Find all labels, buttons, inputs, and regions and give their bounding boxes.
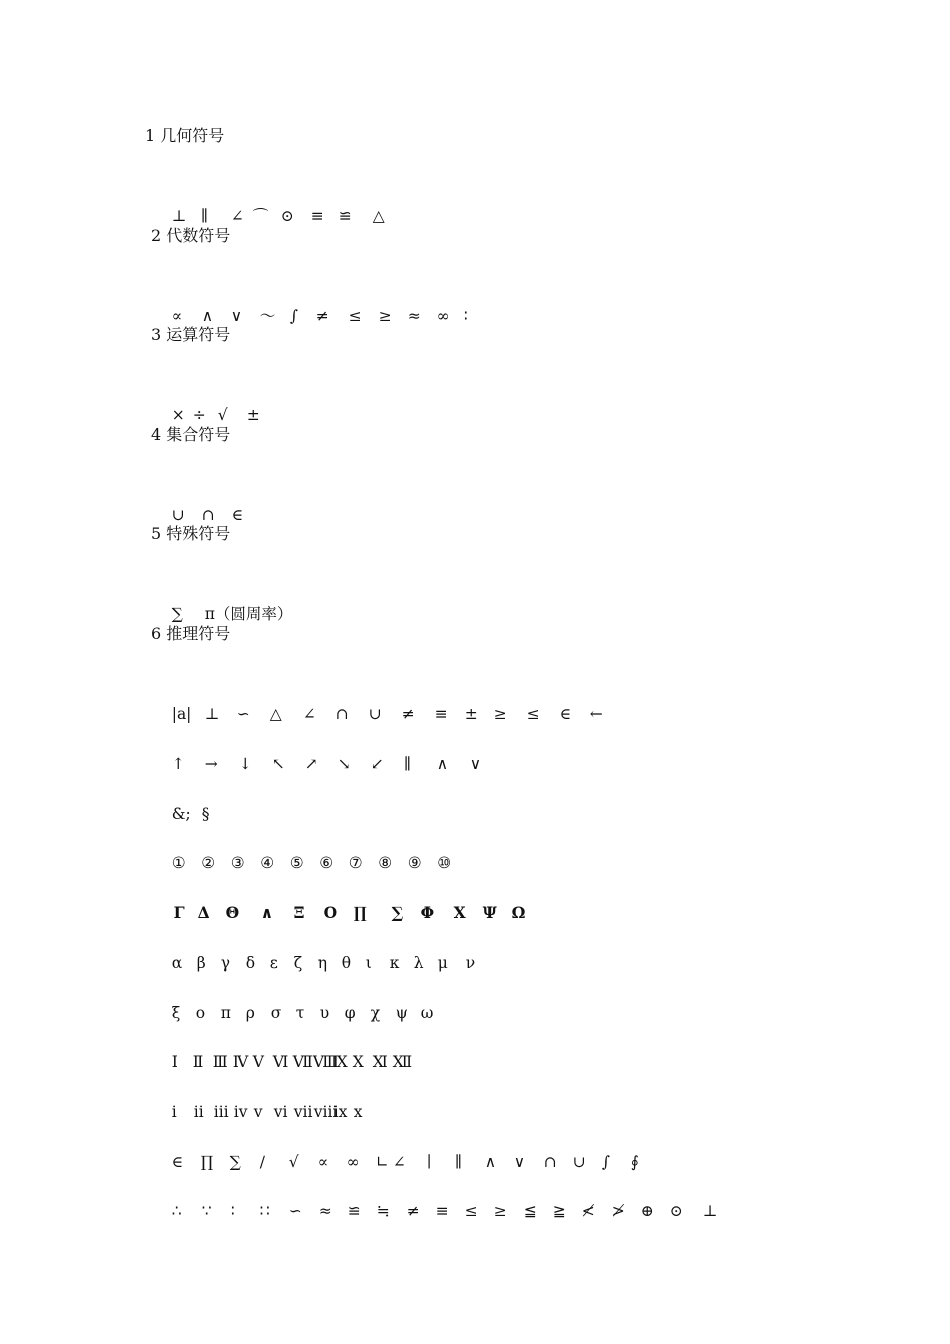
- section-title-inference: 6 推理符号: [151, 624, 231, 643]
- symbol: β: [196, 954, 206, 972]
- symbol: ∧: [260, 903, 274, 922]
- symbol: ∩: [201, 506, 215, 524]
- symbol: υ: [319, 1004, 330, 1022]
- symbol: ∶: [463, 307, 468, 325]
- symbol: δ: [245, 954, 256, 972]
- symbol: ∩: [543, 1153, 557, 1171]
- symbol: Ⅳ: [232, 1053, 249, 1071]
- symbol: ∪: [171, 506, 185, 524]
- symbol: ⑤: [289, 854, 304, 872]
- symbol: ⅲ: [213, 1103, 229, 1121]
- symbol: Ⅸ: [332, 1053, 348, 1071]
- symbol: ∧: [484, 1153, 497, 1171]
- symbol: ∞: [346, 1153, 360, 1171]
- symbol: ±: [246, 406, 260, 424]
- symbol: ⌒: [252, 207, 269, 225]
- symbol: ≮: [581, 1202, 595, 1220]
- section-title-operations: 3 运算符号: [151, 325, 231, 344]
- symbol: ⅶ: [293, 1103, 313, 1121]
- symbol: ∑: [171, 605, 183, 623]
- symbol: π: [220, 1004, 231, 1022]
- symbol: ～: [259, 307, 276, 325]
- symbol: ∷: [259, 1202, 270, 1220]
- symbol-row-operations: [152, 370, 262, 424]
- symbol-row-algebra: [152, 271, 479, 325]
- symbol: λ: [413, 954, 424, 972]
- symbol-row-misc: [152, 769, 222, 823]
- symbol: η: [317, 954, 328, 972]
- symbol: ↑: [171, 755, 185, 773]
- symbol: ↖: [271, 755, 285, 773]
- symbol: ←: [589, 705, 603, 723]
- symbol: ≯: [611, 1202, 625, 1220]
- symbol: ≌: [347, 1202, 361, 1220]
- symbol: ∨: [513, 1153, 526, 1171]
- symbol: Ⅲ: [212, 1053, 228, 1071]
- symbol: Ⅺ: [372, 1053, 388, 1071]
- symbol-row-greek-lowercase-2: [152, 968, 436, 1022]
- symbol: ∝: [171, 307, 183, 325]
- symbol: △: [269, 705, 282, 723]
- symbol: ⑧: [378, 854, 393, 872]
- symbol: ν: [465, 954, 476, 972]
- symbol: ∑: [229, 1153, 241, 1171]
- symbol: ≡: [434, 705, 448, 723]
- symbol: Ⅴ: [252, 1053, 264, 1071]
- symbol: ≈: [318, 1202, 332, 1220]
- symbol: ∴: [171, 1202, 182, 1220]
- symbol: ⊙: [280, 207, 294, 225]
- symbol: Ⅷ: [312, 1053, 338, 1071]
- symbol-row-special: [152, 569, 293, 623]
- symbol: ≥: [493, 1202, 507, 1220]
- symbol-row-roman-lower: [152, 1067, 369, 1121]
- symbol: ∵: [201, 1202, 212, 1220]
- symbol: ≌: [338, 207, 352, 225]
- symbol: Ο: [323, 903, 338, 922]
- symbol-row-roman-upper: [152, 1017, 413, 1071]
- symbol: ρ: [245, 1004, 255, 1022]
- symbol: ≤: [348, 307, 362, 325]
- symbol: ⊥: [171, 207, 187, 225]
- symbol: ⅱ: [193, 1103, 204, 1121]
- symbol: ⑩: [437, 854, 452, 872]
- symbol: ε: [269, 954, 278, 972]
- symbol: →: [204, 755, 218, 773]
- symbol: ≤: [526, 705, 540, 723]
- symbol: ≥: [378, 307, 392, 325]
- symbol: ο: [195, 1004, 206, 1022]
- symbol: Ⅻ: [392, 1053, 413, 1071]
- symbol: ③: [230, 854, 245, 872]
- symbol: Ψ: [482, 903, 497, 922]
- symbol: ∫: [601, 1153, 610, 1171]
- symbol: √: [288, 1153, 299, 1171]
- symbol-row-circled-numbers: [152, 818, 457, 872]
- symbol: θ: [341, 954, 352, 972]
- symbol: ⅹ: [353, 1103, 363, 1121]
- symbol: ∑: [391, 903, 404, 922]
- symbol: ×: [171, 406, 185, 424]
- symbol: ∥: [454, 1153, 462, 1171]
- section-title-geometry: 1 几何符号: [145, 126, 225, 145]
- symbol: ↙: [370, 755, 384, 773]
- symbol: ψ: [395, 1004, 408, 1022]
- symbol: ∫: [289, 307, 298, 325]
- symbol: ∧: [436, 755, 449, 773]
- symbol-row-inference: [152, 669, 610, 723]
- symbol: ∏: [200, 1153, 214, 1171]
- symbol: ≠: [315, 307, 329, 325]
- symbol: ≡: [310, 207, 324, 225]
- symbol: ∏: [353, 903, 367, 922]
- symbol: π（圆周率）: [204, 605, 293, 623]
- symbol: ∨: [230, 307, 243, 325]
- symbol: ⅳ: [233, 1103, 248, 1121]
- symbol: ∮: [630, 1153, 639, 1171]
- symbol: Ⅶ: [292, 1053, 313, 1071]
- symbol: τ: [295, 1004, 305, 1022]
- symbol: ≒: [376, 1202, 390, 1220]
- symbol: ≧: [552, 1202, 566, 1220]
- symbol: σ: [270, 1004, 282, 1022]
- symbol: Ξ: [293, 903, 305, 922]
- symbol-row-arrows: [152, 719, 490, 773]
- symbol: ∥: [200, 207, 208, 225]
- symbol: Ⅹ: [352, 1053, 364, 1071]
- symbol: ⊥: [204, 705, 220, 723]
- symbol: ①: [171, 854, 186, 872]
- symbol: ∈: [559, 705, 572, 723]
- symbol: ≠: [401, 705, 415, 723]
- symbol: κ: [389, 954, 400, 972]
- symbol-row-math-operators: [152, 1117, 651, 1171]
- symbol: ∩: [335, 705, 349, 723]
- symbol: ≥: [493, 705, 507, 723]
- symbol: ∠: [230, 207, 244, 225]
- symbol: ⅷ: [313, 1103, 338, 1121]
- symbol: ∈: [171, 1153, 184, 1171]
- symbol: Ⅵ: [272, 1053, 289, 1071]
- symbol: Χ: [453, 903, 466, 922]
- symbol: ↗: [304, 755, 318, 773]
- symbol: ξ: [171, 1004, 181, 1022]
- symbol: Δ: [197, 903, 210, 922]
- symbol: α: [171, 954, 183, 972]
- symbol: √: [217, 406, 228, 424]
- symbol: ≤: [464, 1202, 478, 1220]
- symbol-row-greek-capitals: [152, 868, 532, 922]
- symbol: ⅸ: [333, 1103, 348, 1121]
- symbol: ↘: [337, 755, 351, 773]
- symbol: ⑥: [319, 854, 334, 872]
- symbol: §: [201, 805, 210, 823]
- symbol: △: [372, 207, 385, 225]
- symbol: ω: [420, 1004, 434, 1022]
- symbol: &;: [171, 805, 191, 823]
- symbol: Ⅱ: [192, 1053, 204, 1071]
- symbol: ∟: [375, 1153, 389, 1171]
- symbol: ∠: [392, 1153, 406, 1171]
- symbol: ∠: [302, 705, 316, 723]
- symbol: |a|: [171, 705, 192, 723]
- symbol: Ω: [511, 903, 526, 922]
- symbol-row-relations: [152, 1166, 723, 1220]
- symbol: Ⅰ: [171, 1053, 178, 1071]
- symbol: ≈: [407, 307, 421, 325]
- symbol: ∪: [572, 1153, 586, 1171]
- symbol: ⊥: [702, 1202, 718, 1220]
- symbol: Θ: [225, 903, 240, 922]
- symbol-row-greek-lowercase-1: [152, 918, 481, 972]
- symbol: ∶: [230, 1202, 235, 1220]
- symbol: Γ: [173, 903, 185, 922]
- symbol: Φ: [420, 903, 435, 922]
- symbol: ∪: [368, 705, 382, 723]
- symbol: ↓: [238, 755, 252, 773]
- section-title-special: 5 特殊符号: [151, 524, 231, 543]
- symbol: ∝: [317, 1153, 329, 1171]
- symbol: ⅰ: [171, 1103, 177, 1121]
- symbol: ζ: [293, 954, 303, 972]
- symbol: ⑦: [348, 854, 363, 872]
- symbol: ±: [464, 705, 478, 723]
- symbol: ∞: [436, 307, 450, 325]
- symbol: μ: [437, 954, 448, 972]
- symbol: ∽: [288, 1202, 302, 1220]
- symbol: ∥: [403, 755, 411, 773]
- symbol: ≦: [523, 1202, 537, 1220]
- symbol: ∨: [469, 755, 482, 773]
- symbol: ∈: [231, 506, 244, 524]
- symbol: ⅵ: [273, 1103, 288, 1121]
- symbol: ≠: [406, 1202, 420, 1220]
- symbol: ÷: [192, 406, 206, 424]
- symbol: ⊙: [669, 1202, 683, 1220]
- symbol: ≡: [435, 1202, 449, 1220]
- symbol: ∧: [201, 307, 214, 325]
- symbol: φ: [344, 1004, 356, 1022]
- symbol: ⅴ: [253, 1103, 263, 1121]
- symbol: ②: [201, 854, 216, 872]
- symbol: ∕: [259, 1153, 265, 1171]
- symbol: ⑨: [407, 854, 422, 872]
- section-title-algebra: 2 代数符号: [151, 226, 231, 245]
- section-title-sets: 4 集合符号: [151, 425, 231, 444]
- symbol: χ: [370, 1004, 381, 1022]
- symbol: γ: [220, 954, 230, 972]
- symbol: ④: [260, 854, 275, 872]
- symbol: ∽: [236, 705, 250, 723]
- symbol-row-sets: [152, 470, 252, 524]
- symbol: ⊕: [640, 1202, 654, 1220]
- symbol-row-geometry: [152, 171, 393, 225]
- symbol: ∣: [426, 1153, 432, 1171]
- symbol: ι: [365, 954, 372, 972]
